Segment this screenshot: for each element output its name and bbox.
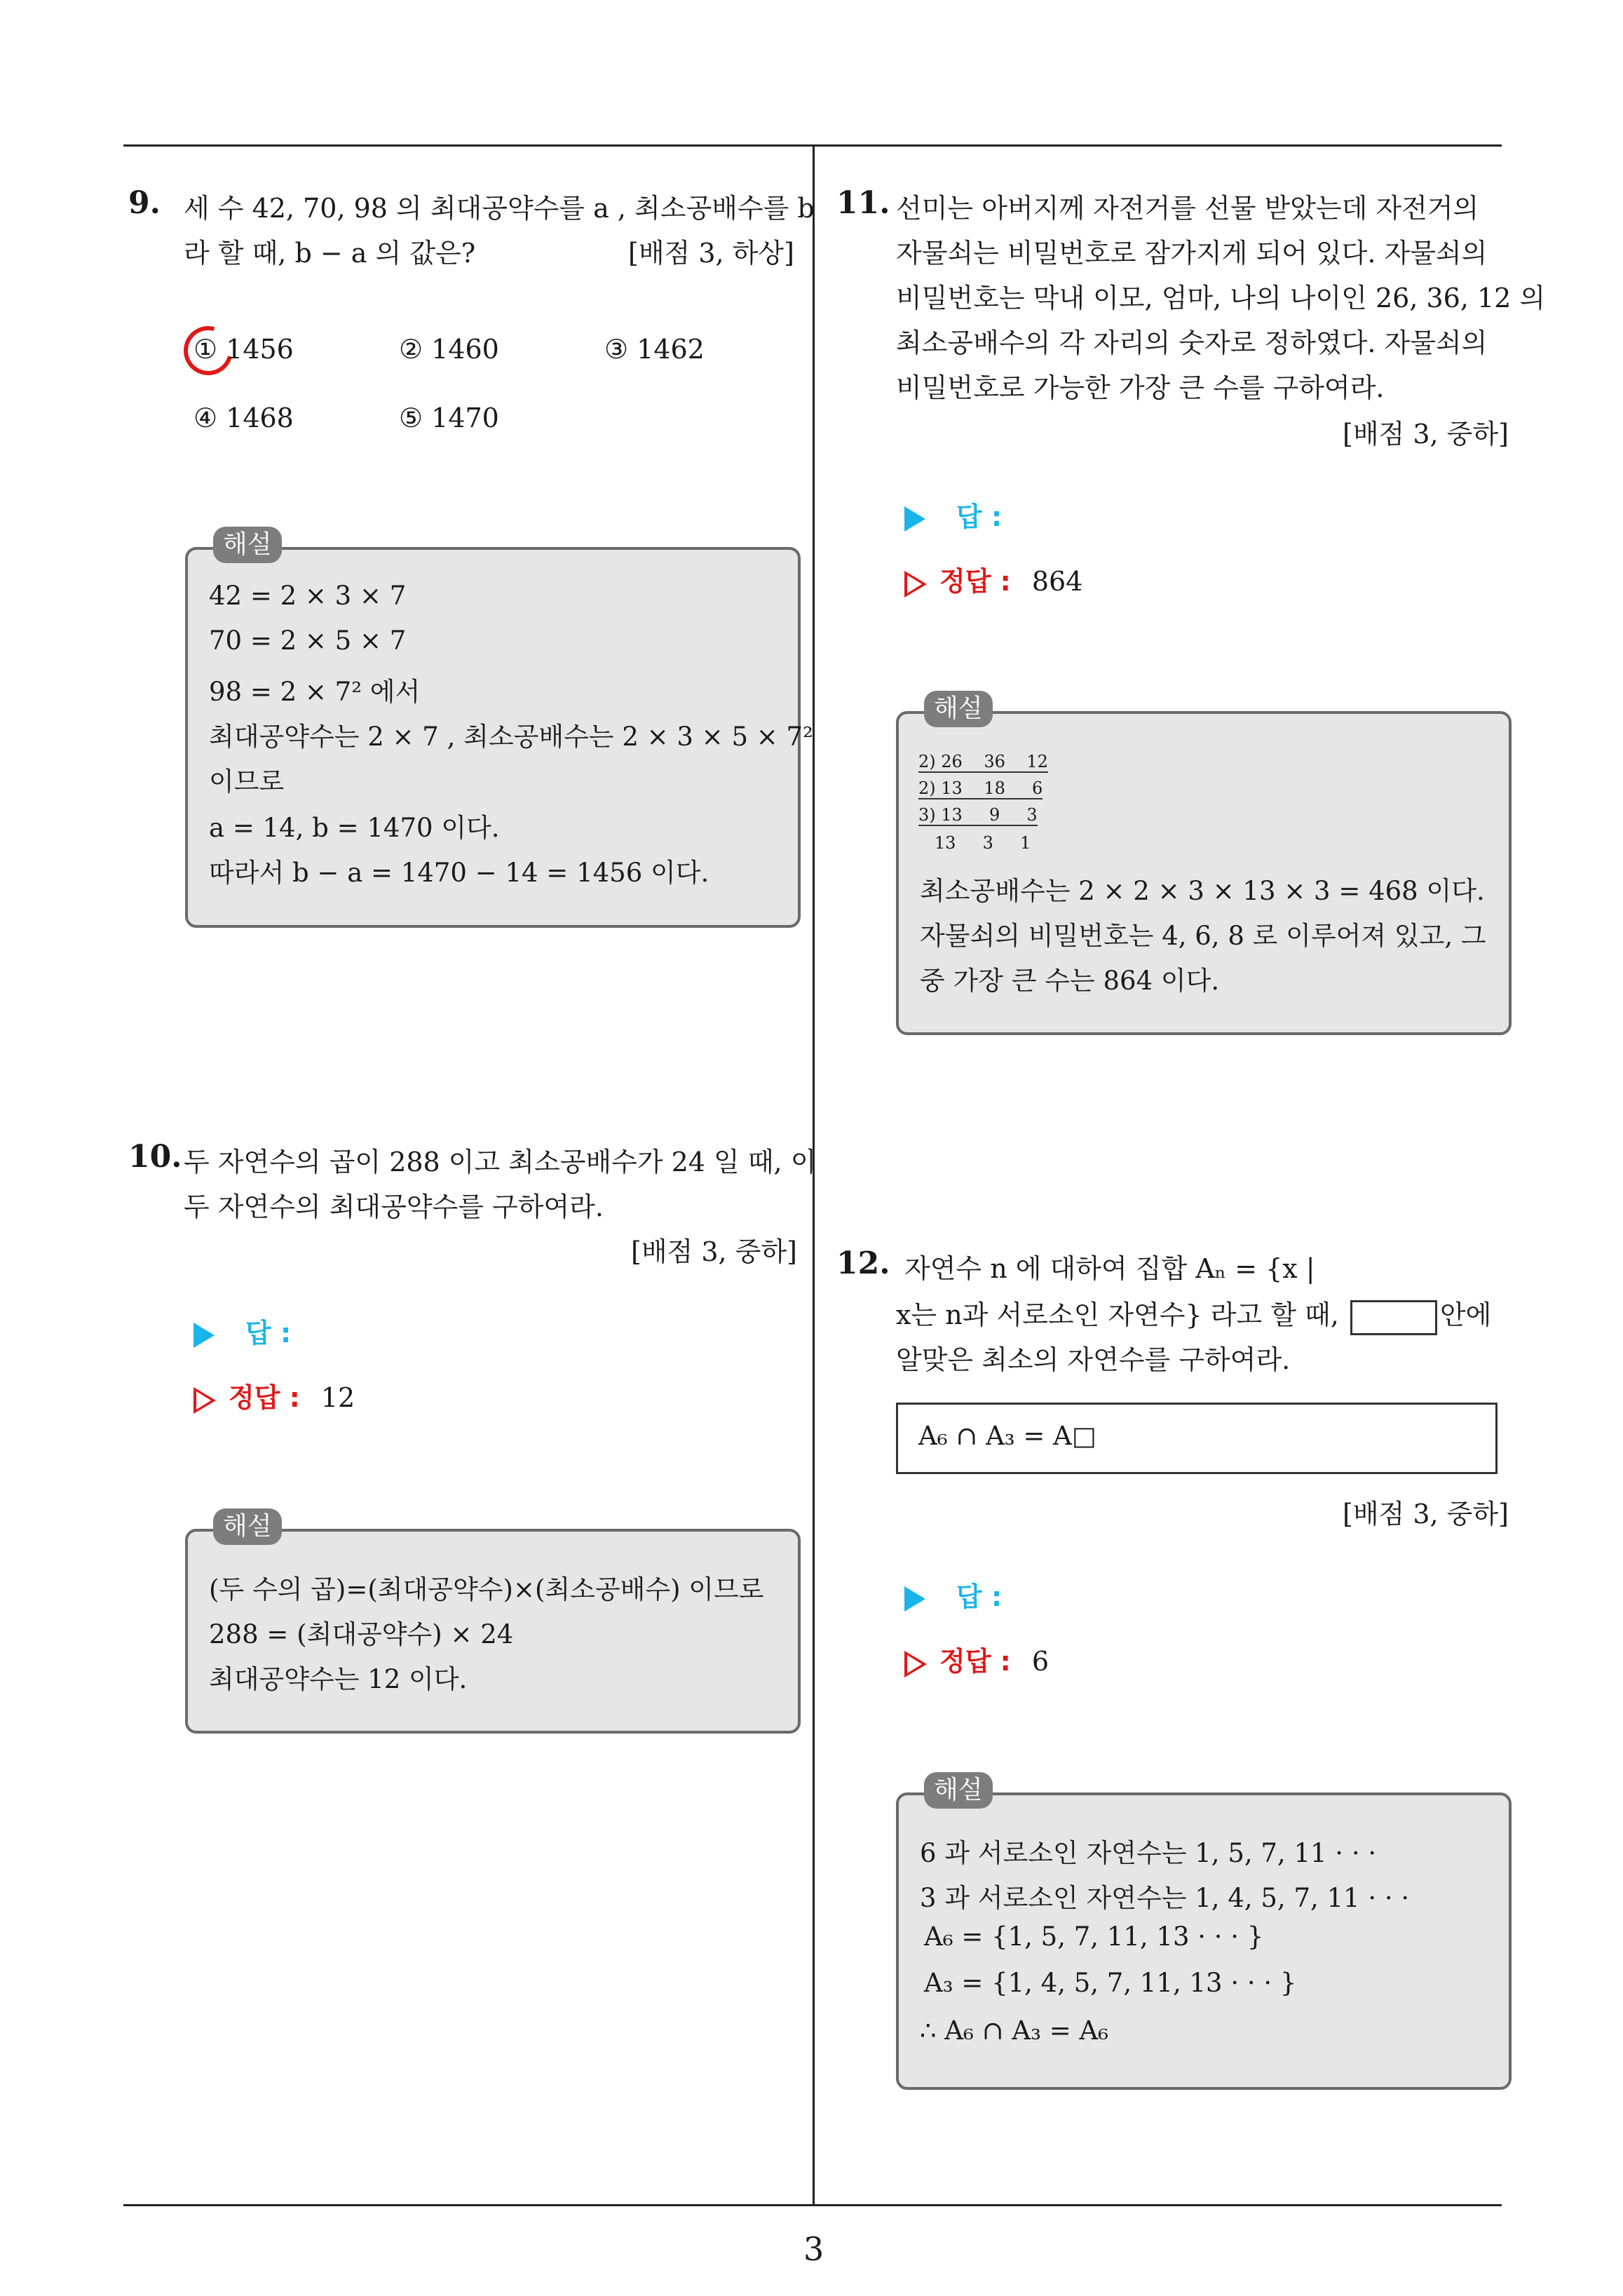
question-11-line: 비밀번호는 막내 이모, 엄마, 나의 나이인 26, 36, 12 의	[896, 283, 1546, 313]
answer-row-11[interactable]	[904, 495, 1002, 534]
explanation-tag-9: 해설	[213, 527, 282, 563]
division-row: 3) 13 9 3	[918, 805, 1038, 825]
correct-label: 정답 :	[939, 566, 1011, 597]
correct-label: 정답 :	[229, 1382, 300, 1413]
set-expression: A₆ ∩ A₃ = A□	[918, 1421, 1096, 1451]
explanation-9-line: 42 = 2 × 3 × 7	[209, 581, 407, 611]
explanation-12-line: 3 과 서로소인 자연수는 1, 4, 5, 7, 11 · · ·	[920, 1883, 1410, 1913]
correct-answer-12	[904, 1640, 1049, 1678]
question-11-line: 최소공배수의 각 자리의 숫자로 정하였다. 자물쇠의	[896, 327, 1488, 358]
answer-label: 답 :	[956, 501, 1003, 532]
explanation-10-line: 288 = (최대공약수) × 24	[209, 1619, 514, 1649]
question-10-points: [배점 3, 중하]	[631, 1236, 797, 1267]
explanation-9-line: 따라서 b − a = 1470 − 14 = 1456 이다.	[209, 858, 709, 888]
division-row: 2) 26 36 12	[918, 752, 1048, 771]
bottom-rule	[123, 2204, 1502, 2206]
question-10-line1: 두 자연수의 곱이 288 이고 최소공배수가 24 일 때, 이	[184, 1147, 817, 1177]
explanation-9-line: 최대공약수는 2 × 7 , 최소공배수는 2 × 3 × 5 × 7²	[209, 722, 813, 752]
question-12-line2	[896, 1293, 1491, 1335]
play-arrow-icon	[904, 1586, 925, 1612]
explanation-9-line: a = 14, b = 1470 이다.	[209, 813, 500, 843]
explanation-9-line: 98 = 2 × 7² 에서	[209, 677, 421, 707]
question-12-number: 12.	[836, 1245, 890, 1281]
explanation-12-line: ∴ A₆ ∩ A₃ = A₆	[920, 2015, 1109, 2046]
explanation-9-line: 이므로	[209, 767, 285, 797]
question-12-points: [배점 3, 중하]	[1343, 1499, 1509, 1529]
choice-4[interactable]: ④ 1468	[193, 403, 294, 433]
explanation-9-line: 70 = 2 × 5 × 7	[209, 626, 407, 656]
question-11-line: 자물쇠는 비밀번호로 잠가지게 되어 있다. 자물쇠의	[896, 238, 1488, 269]
question-9-line1: 세 수 42, 70, 98 의 최대공약수를 a , 최소공배수를 b	[184, 193, 815, 224]
hollow-triangle-icon	[904, 571, 927, 597]
explanation-11-line: 중 가장 큰 수는 864 이다.	[920, 966, 1220, 996]
division-row: 2) 13 18 6	[918, 778, 1043, 798]
explanation-12-line: 6 과 서로소인 자연수는 1, 5, 7, 11 · · ·	[920, 1838, 1377, 1868]
explanation-10-line: 최대공약수는 12 이다.	[209, 1664, 468, 1694]
choice-2[interactable]: ② 1460	[399, 334, 499, 365]
answer-label: 답 :	[956, 1581, 1003, 1612]
explanation-11-line: 자물쇠의 비밀번호는 4, 6, 8 로 이루어져 있고, 그	[920, 921, 1486, 951]
explanation-tag-12: 해설	[924, 1772, 993, 1809]
answer-blank-box	[1350, 1300, 1437, 1335]
question-9-line2: 라 할 때, b − a 의 값은?	[184, 238, 476, 269]
play-arrow-icon	[193, 1323, 215, 1348]
explanation-10-line: (두 수의 곱)=(최대공약수)×(최소공배수) 이므로	[209, 1574, 764, 1605]
correct-value: 12	[320, 1382, 355, 1413]
explanation-12-line: A₃ = {1, 4, 5, 7, 11, 13 · · · }	[924, 1968, 1297, 1998]
answer-row-10[interactable]	[193, 1311, 291, 1350]
question-12-line2-end: 안에	[1439, 1299, 1492, 1330]
question-11-points: [배점 3, 중하]	[1343, 419, 1509, 450]
question-11-number: 11.	[836, 185, 890, 221]
correct-label: 정답 :	[939, 1646, 1011, 1677]
explanation-tag-10: 해설	[213, 1508, 282, 1545]
question-12-line3: 알맞은 최소의 자연수를 구하여라.	[896, 1344, 1291, 1375]
choice-5[interactable]: ⑤ 1470	[399, 403, 499, 433]
choice-3[interactable]: ③ 1462	[604, 334, 705, 365]
explanation-12-line: A₆ = {1, 5, 7, 11, 13 · · · }	[924, 1922, 1264, 1952]
explanation-11-line: 최소공배수는 2 × 2 × 3 × 13 × 3 = 468 이다.	[920, 876, 1485, 906]
answer-label: 답 :	[245, 1318, 292, 1349]
explanation-tag-11: 해설	[924, 691, 993, 727]
hollow-triangle-icon	[193, 1387, 216, 1414]
choice-1[interactable]: ① 1456	[193, 334, 294, 365]
page-number: 3	[803, 2230, 824, 2268]
correct-answer-10	[193, 1376, 355, 1414]
answer-row-12[interactable]	[904, 1575, 1002, 1614]
division-row: 13 3 1	[918, 833, 1031, 853]
correct-value: 864	[1031, 566, 1083, 597]
question-12-line2-text: x는 n과 서로소인 자연수} 라고 할 때,	[896, 1299, 1339, 1330]
correct-answer-11	[904, 560, 1082, 598]
hollow-triangle-icon	[904, 1651, 927, 1677]
question-12-line1: 자연수 n 에 대하여 집합 Aₙ = {x |	[904, 1253, 1315, 1284]
question-11-line: 선미는 아버지께 자전거를 선물 받았는데 자전거의	[896, 193, 1479, 224]
question-9-points: [배점 3, 하상]	[628, 238, 794, 269]
question-10-number: 10.	[128, 1139, 182, 1175]
question-11-line: 비밀번호로 가능한 가장 큰 수를 구하여라.	[896, 372, 1385, 403]
play-arrow-icon	[904, 506, 925, 532]
question-9-number: 9.	[128, 185, 161, 221]
question-10-line2: 두 자연수의 최대공약수를 구하여라.	[184, 1191, 604, 1222]
correct-value: 6	[1031, 1646, 1050, 1677]
